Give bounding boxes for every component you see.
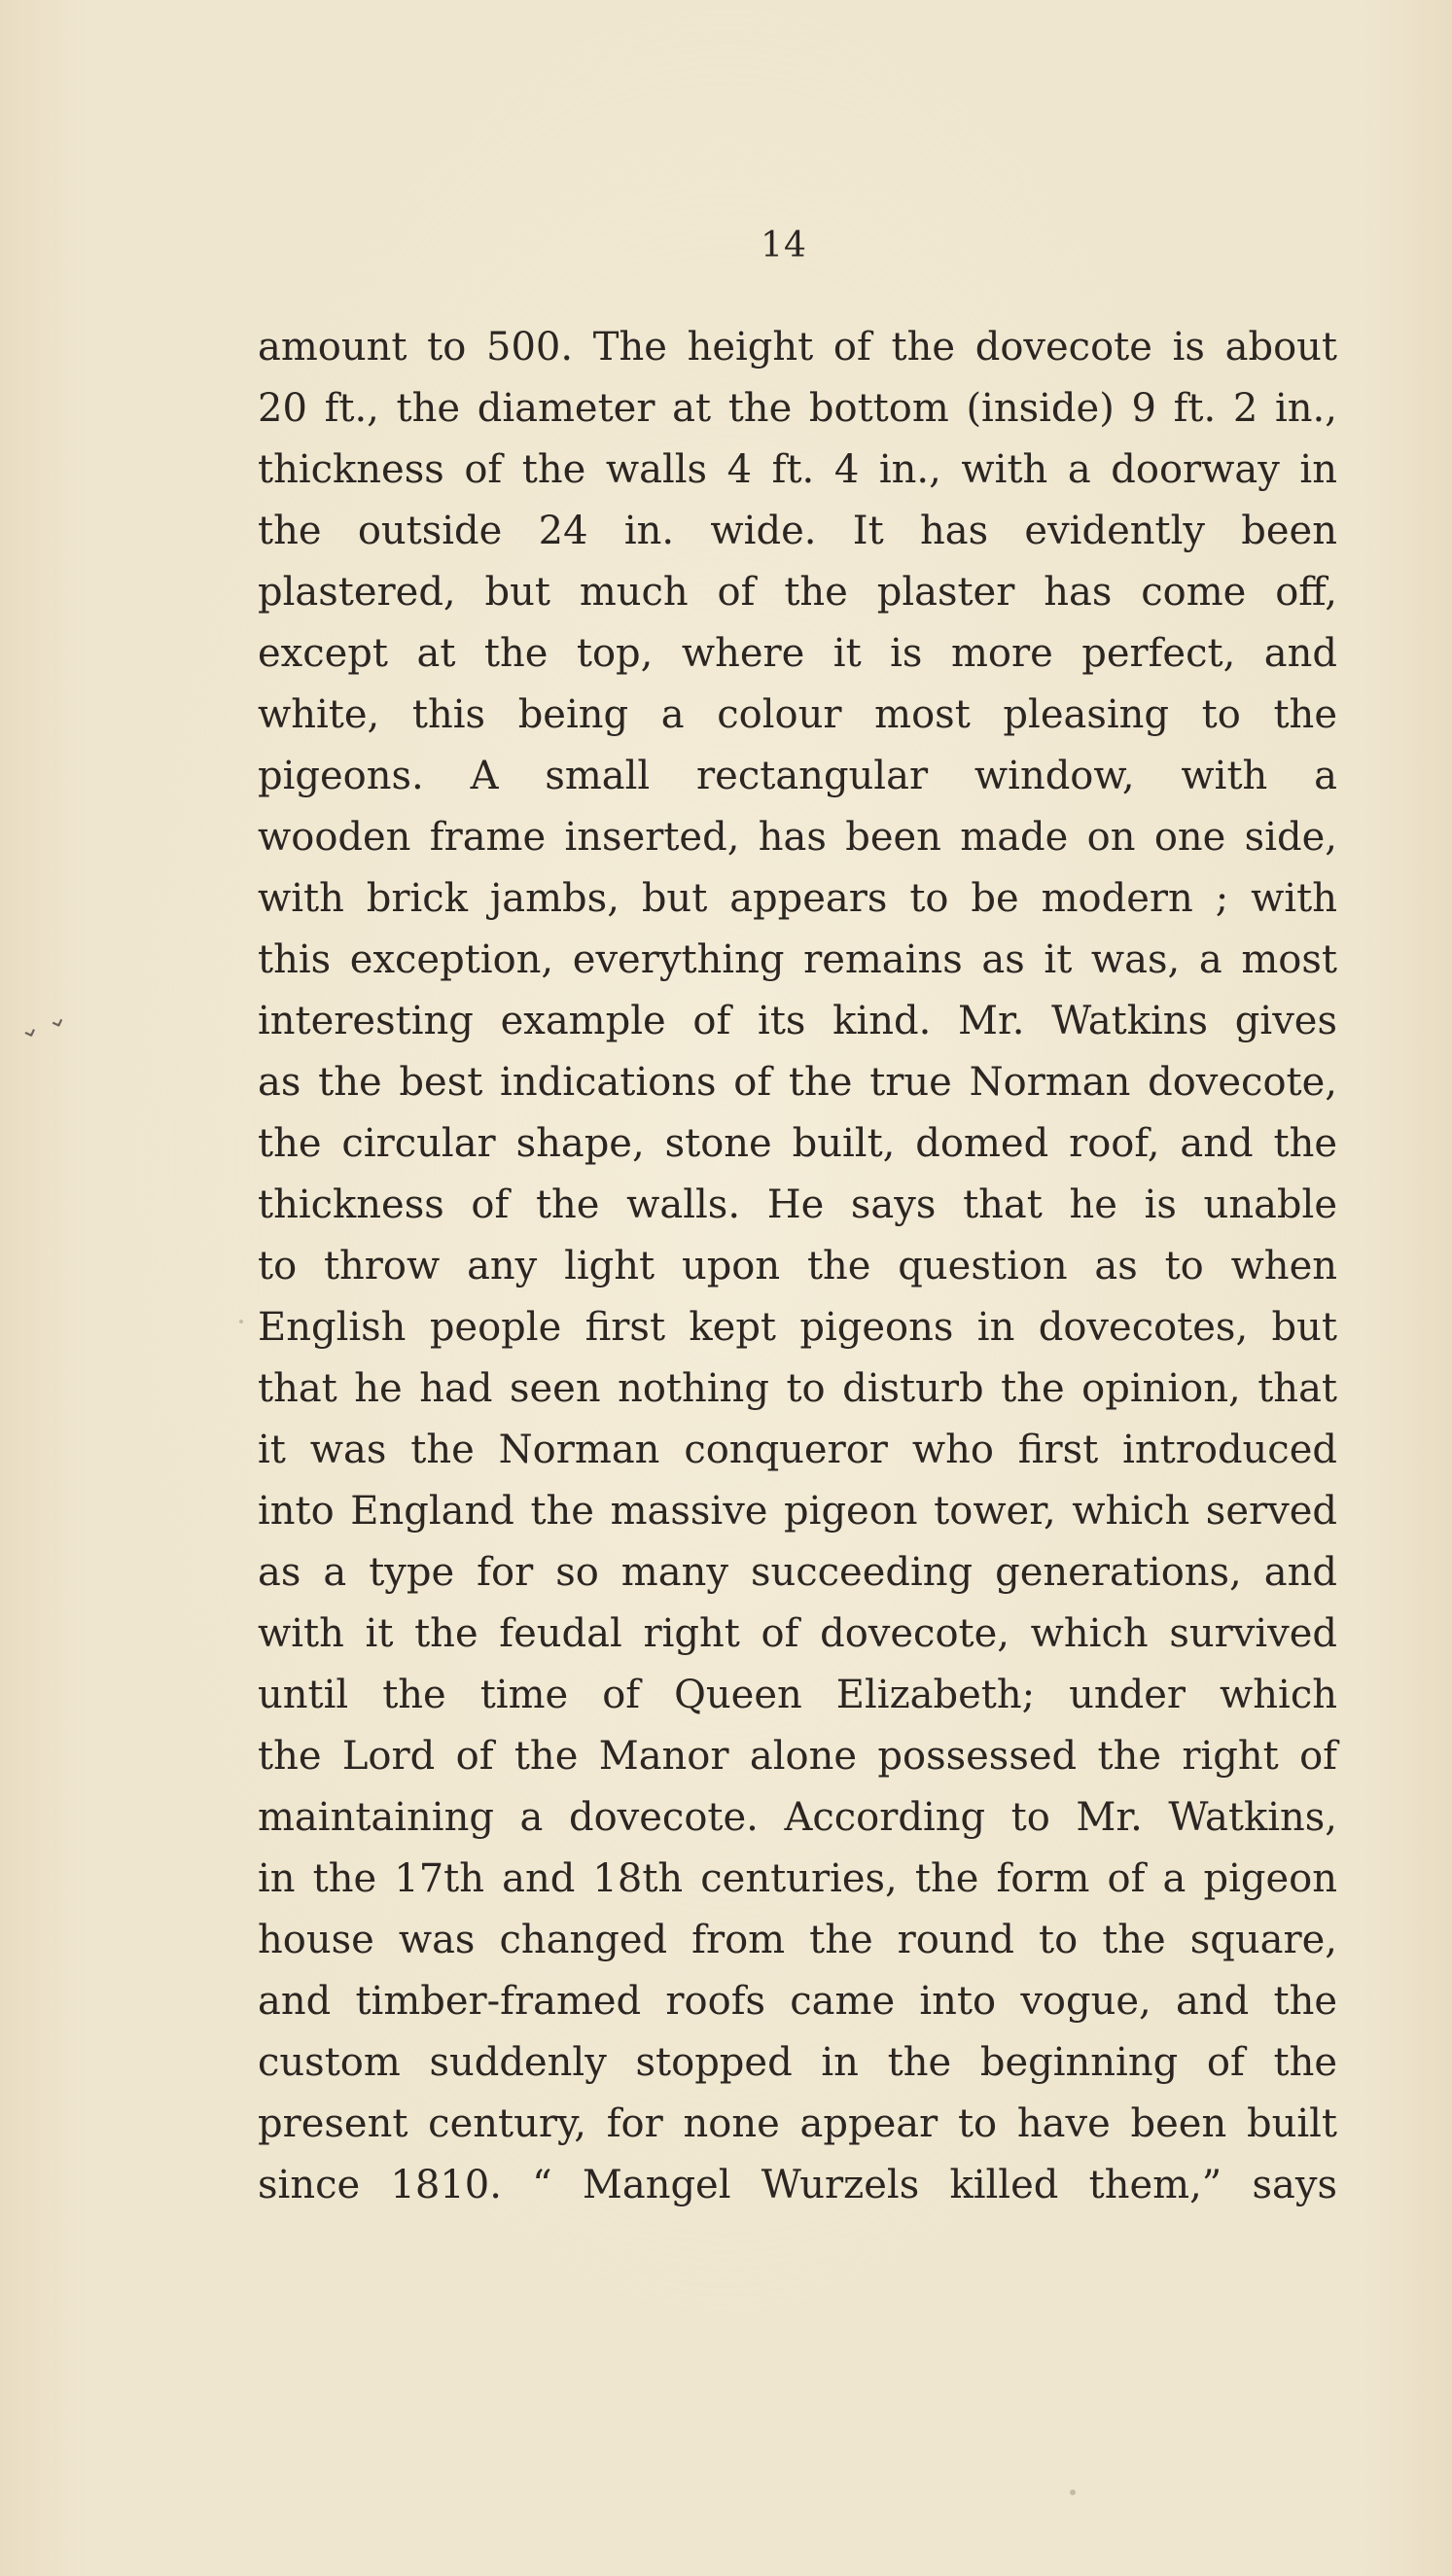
margin-pencil-mark: ⌄ ⌄ xyxy=(14,1002,72,1046)
text-line: 20 ft., the diameter at the bottom (inside) 9 ft. 2 in., xyxy=(258,386,1337,431)
text-line: into England the massive pigeon tower, which served xyxy=(258,1489,1337,1534)
text-line: this exception, everything remains as it was, a most xyxy=(258,937,1337,982)
paper-speck xyxy=(1070,2489,1076,2495)
text-line: the Lord of the Manor alone possessed the right of xyxy=(258,1734,1337,1779)
text-line: since 1810. “ Mangel Wurzels killed them,” says xyxy=(258,2163,1337,2207)
text-line: the circular shape, stone built, domed roof, and the xyxy=(258,1121,1337,1166)
text-line: house was changed from the round to the square, xyxy=(258,1918,1337,1962)
text-line: that he had seen nothing to disturb the opinion, that xyxy=(258,1366,1337,1411)
text-line: thickness of the walls. He says that he is unable xyxy=(258,1182,1337,1227)
page-number: 14 xyxy=(761,226,807,265)
text-line: present century, for none appear to have been built xyxy=(258,2101,1337,2146)
text-line: wooden frame inserted, has been made on one side, xyxy=(258,815,1337,860)
text-line: except at the top, where it is more perfect, and xyxy=(258,631,1337,676)
text-line: and timber-framed roofs came into vogue, and the xyxy=(258,1979,1337,2024)
text-line: to throw any light upon the question as to when xyxy=(258,1244,1337,1288)
text-line: with brick jambs, but appears to be modern ; with xyxy=(258,876,1337,921)
text-line: the outside 24 in. wide. It has evidently been xyxy=(258,509,1337,553)
text-line: it was the Norman conqueror who first introduced xyxy=(258,1428,1337,1472)
text-line: white, this being a colour most pleasing to the xyxy=(258,692,1337,737)
paper-speck xyxy=(239,1320,243,1323)
text-line: as the best indications of the true Norman dovecote, xyxy=(258,1060,1337,1105)
text-line: maintaining a dovecote. According to Mr. Watkins, xyxy=(258,1795,1337,1840)
body-text xyxy=(258,317,1337,2216)
text-line: with it the feudal right of dovecote, which survived xyxy=(258,1611,1337,1656)
text-line: thickness of the walls 4 ft. 4 in., with a doorway in xyxy=(258,447,1337,492)
text-line: English people first kept pigeons in dovecotes, but xyxy=(258,1305,1337,1350)
text-line: until the time of Queen Elizabeth; under which xyxy=(258,1673,1337,1717)
text-line: interesting example of its kind. Mr. Watkins gives xyxy=(258,999,1337,1043)
text-line: amount to 500. The height of the dovecote is about xyxy=(258,325,1337,370)
text-line: in the 17th and 18th centuries, the form of a pigeon xyxy=(258,1856,1337,1901)
text-line: plastered, but much of the plaster has come off, xyxy=(258,570,1337,615)
text-line: as a type for so many succeeding generations, and xyxy=(258,1550,1337,1595)
text-line: pigeons. A small rectangular window, with a xyxy=(258,754,1337,798)
text-line: custom suddenly stopped in the beginning of the xyxy=(258,2040,1337,2085)
